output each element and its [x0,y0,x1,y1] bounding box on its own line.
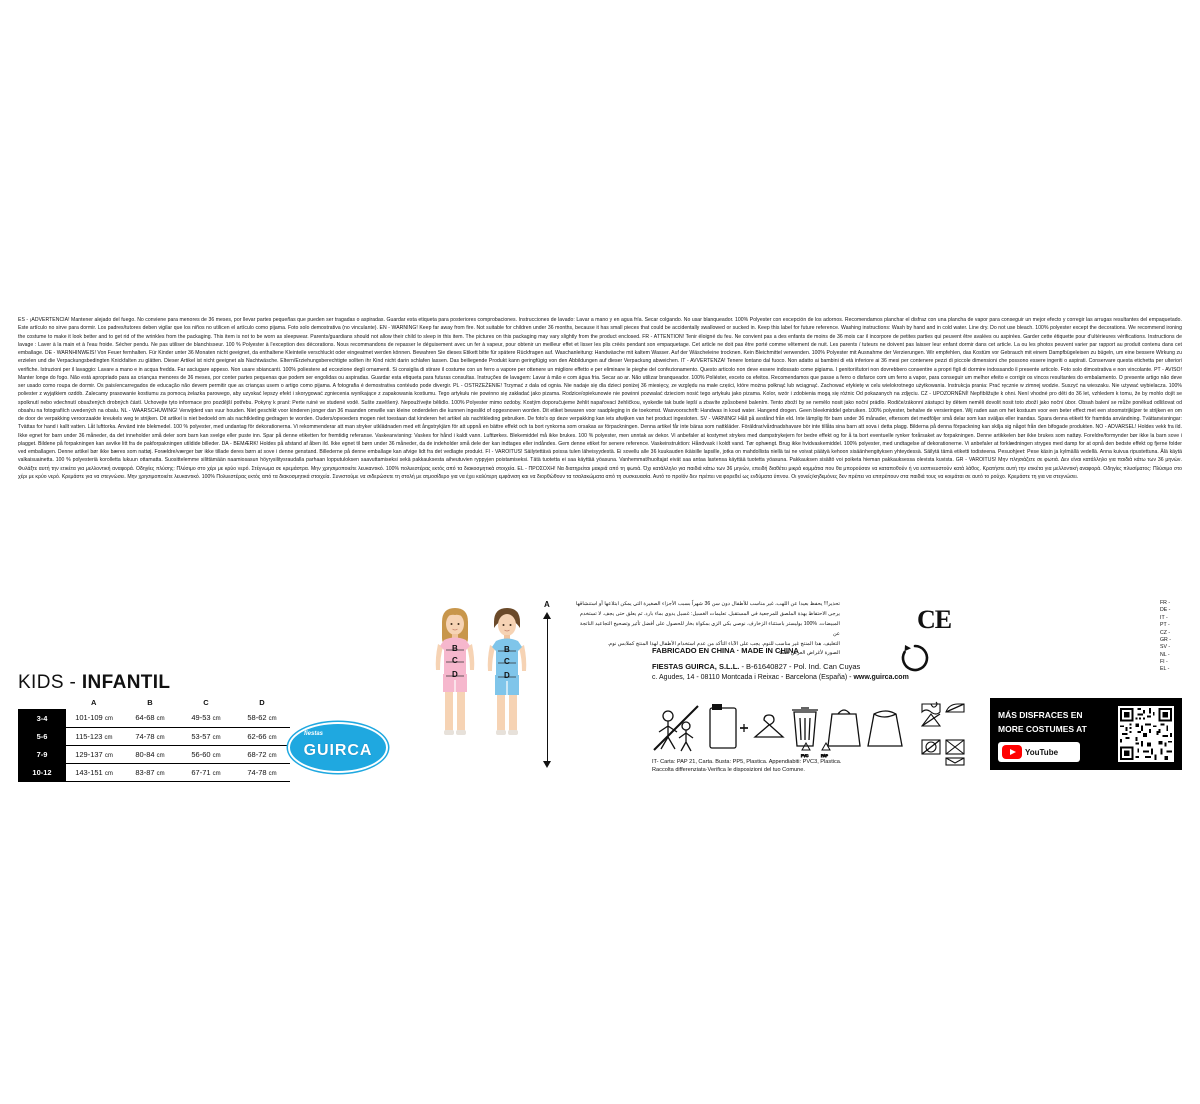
language-code: FR - [1160,600,1171,606]
size-chart-title-infantil: INFANTIL [81,672,171,693]
cell-a-value: 115-123 [75,731,103,741]
unit-cm: cm [156,734,165,741]
cell-c [178,745,234,763]
company-website-link[interactable]: www.guirca.com [853,674,909,682]
hand-wash-icon [922,702,940,714]
language-code: DE - [1160,607,1171,614]
svg-text:PAP: PAP [821,754,828,758]
cell-d-value: 62-66 [247,731,267,741]
cell-b [122,727,178,745]
legal-paragraph: ES - ¡ADVERTENCIA! Mantener alejado del fuego. No conviene para menores de 36 meses, por llevar partes pequeñas que pueden ser tragadas o aspiradas. Guardar esta etiqueta para posteriores comprobaciones. Instrucciones de lavado: Lavar a mano y en agua fría. Secar colgando. No usar blanqueador. 100% Polyester con excepción de los adornos. Recomendamos planchar el disfraz con una plancha de vapor para conseguir un mejor efecto y corregir las arrugas resultantes del empaquetado. Este artículo no sirve para dormir. Los padres/tutores deben vigilar que los niños no utilicen el artículo como pijama. Foto solo demostrativa (no vinculante). EN - WARNING! Keep far away from fire. Not suitable for children under 36 months, because it has small pieces that could be accidentally swallowed or sucked in. Keep this label for future reference. Washing instructions: Wash by hand and in cold water. Line dry. Do not use bleach. 100% polyester except the decorations. We recommend ironing the costume to make it look better and to get rid of the wrinkles from the packaging. This item is not to be worn as sleepwear. Parents/guardians should not allow their child to sleep in this item. The pictures on this packaging may vary slightly from the product enclosed. FR - ATTENTION! Tenir éloigné du feu. Ne convient pas a des enfants de moins de 36 mois car il incorpore de petites parties qui peuvent être avalées ou aspirées. Garder cette étiquette pour d'ultérieures vérifications. Instructions de lavage : Laver à la main et à l'eau froide. Sécher pendu. Ne pas utiliser de blanchisseur. 100 % Polyester à l'exception des décorations. Nous recommandons de repasser le déguisement avec un fer à vapeur, pour obtenir un meilleur effet et lisser les plis créés pendant son empaquetage. Cet article ne doit pas être porté comme vêtement de nuit. Les parents / tuteurs ne doivent pas laisser leur enfant dormir dans cet article. La ou les photos peuvent varier par rapport au produit contenu dans cet emballage. DE - WARNHINWEIS! Von Feuer fernhalten. Für Kinder unter 36 Monaten nicht geeignet, da enthaltene Kleinteile verschluckt oder eingeatmet werden können. Bewahren Sie dieses Etikett bitte für spätere Rückfragen auf. Waschanleitung: Handwäsche mit kaltem Wasser. Auf der Wäscheleine trocknen. Kein Bleichmittel verwenden. 100% Polyester mit Ausnahme der Verzierungen. Wir empfehlen, das Kostüm vor Gebrauch mit einem Dampfbügeleisen zu bügeln, um eine bessere Wirkung zu erzielen und die Verpackungsbedingten Knickfalten zu glätten. Dieser Artikel ist nicht geeignet als Nachtwäsche. Eltern/Erziehungsberechtigte sollten ihr Kind nicht darin schlafen lassen. Das beiliegende Produkt kann geringfügig von den Abbildungen auf dieser Verpackung abweichen. IT - AVVERTENZA! Tenere lontano dal fuoco. Non adatto ai bambini di età inferiore ai 36 mesi per contenere pezzi di piccole dimensioni che possono essere ingeriti o aspirati. Conservare questa etichetta per ulteriori verifiche. Istruzioni per il lavaggio: Lavare a mano e in acqua fredda. Far asciugare appeso. Non usare sbiancanti. 100% poliestere ad eccezione degli ornamenti. Si consiglia di stirare il costume con un ferro a vapore per ottenere un migliore effetto e per eliminare le pieghe del confezionamento. Questo articolo non deve essere indossato come pigiama. I genitori/tutori non dovrebbero consentire a propri figli di dormire indossando il presente articolo. Foto solo dimostrativa e non vincolante. PT - AVISO! Manter longe do fogo. Não está apropriado para as crianças menores de 36 meses, por conter partes pequenas que podem ser engolidas ou aspiradas. Guardar esta etiqueta para futuras consultas. Instruções de lavagem: Lavar à mão e com água fria. Secar ao ar. Não utilizar branqueador. 100% Poliéster, exceto os efeitos. Recomendamos que passe a ferro o disfarce com um ferro a vapor, para conseguir um melhor efeito e corrigir os vincos resultantes do embalamento. O presente artigo não deve ser usado como roupa de dormir. Os pais/encarregados de educação não devem permitir que as crianças usem o artigo como pijama. A fotografia é demostrativa contéudo pode divergir. PL - OSTRZEŻENIE! Trzymać z dala od ognia. Nie nadaje się dla dzieci poniżej 36 miesięcy, ze względu na małe części, które można połknąć lub wciągnąć. Zachować etykietę w celu wielokrotnego użytkowania. Instrukcja prania: Prać ręcznie w zimnej wodzie. Suszyć na wieszaku. Nie używać wybielacza. 100% poliester z wyjątkiem ozdób. Zalecamy prasowanie kostiumu za pomocą żelazka parowego, aby uzyskać lepszy efekt i skorygować zgniecenia wynikające z zapakowania kostiumu. Tego artykułu nie powinno się zakładać jako pizama. Rodzice/opiekunowie nie powinni pozwalać dzieciom nosić tego artykułu jako pizama. Kolor, wzór i zdobienia mogą się różnic Od pokazanych na zdjęciu. CZ - UPOZORNĚNÍ! Nepřibližujte k ohni. Není vhodné pro děti do 36 let, vzhledem k tomu, že by mohlo dojít se spolknutí nebo vdechnutí obsažených drobných částí. Uchovejte tyto informace pro pozdější potřebu. Pokyny k praní: Perte ruiné ve studené vodě. Sušte zavěšený. Nepoužívejte bělidlo. 100% Polyester mimo ozdoby. Kostým doporučujeme žehlit napařovací žehličkou, vyskedie tak bude lepší a zbavíte způsobené balením. Tento zboží by se nemělo nosit jako noční prádlo. Rodiče/zákonní zástupci by dětem neměli dovolit nosit toto zboží jako noční úbor. Obsah balení se může poněkud odlišovat od obsahu na fotografiích uvedených na obalu. NL - WAARSCHUWING! Verwijderd van vuur houden. Niet geschikt voor kinderen jonger dan 36 maanden omwille van kleine onderdelen die kunnen ingeslikt of opgesnoven worden. Dit etiket bewaren voor raadpleging in de toekomst. Wasvoorschrift: Handwas in koud water. Hangend drogen. Geen bleekmiddel gebruiken. 100% polyester, behalve de versieringen. Wij raden aan om het kostuum voor een beter effect met een stoomstrijkijzer te strijken en om de door de verpakking veroorzaakte kreukels weg te strijken. Dit artikel is niet bedoeld om als nachtkleding gedragen te worden. Ouders/opvoeders mogen niet toestaan dat kinderen het artikel als nachtkleding gebruiken. De foto's op deze verpakking kan iets afwijken van het product ingesloten. SV - VARNING! Håll på avstånd från eld. Inte lämplig för barn under 36 månader, eftersom det medföljer små delar som kan sväljas eller inandas. Spara denna etikett för framtida användning. Tvättanvisningar: Tvättas for hand i kallt vatten. Låt lufttorka. Använd inte blekmedel. 100 % polyester, med undantag för dekorationerna. Vi rekommenderar att man stryker utklädnaden med ett ångstrykjärn för att uppnå en bättre effekt och ta bort rynkorna som orsakas av förpackningen. Denna artikel får inte bäras som nattkläder. Föräldrar/vårdnadshavare bör inte tillåta sina barn att sova i detta plagg. Bilderna på denna förpackning kan skilja sig något från den bifogade produkten. NO - ADVARSEL! Holdes vekk fra ild. Ikke egnet for barn under 36 måneder, da det inneholder små deler som barn kan svelge eller puste inn. Spar på denne etiketten for fremtidig referanse. Vaskeanvisning: Vaskes for hånd i kaldt vann. Lufttørkes. Blekemiddel må ikke brukes. 100 % polyester, men unntak av dekor. Vi anbefaler at kostymet strykes med dampstrykejern for bedre effekt og for å ta bort eventuelle rynker forårsaket av forpakningen. Denne artikkelen bør ikke brukes som nattøy. Foreldre/formynder bør ikke la barn sove i plagget. Bildene på forpakningen kan avvike litt fra de pakforpakningen utildide billeder. DA - BEMÆRK! Holdes på afstand af åben ild. Ikke egnet til børn under 36 måneder, da de indeholder små dele der kan indtages eller indåndes. Gem denne etiket for senere reference. Vaskeinstruktion: Håndvask i koldt vand. Tør ophængt. Brug ikke hvidvaskemiddel. 100% polyester, med undtagelse af dekorationerne. Vi anbefaler at forklædningen stryges med damp for at opnå den bedste effekt og fjerne folder ved emballagen. Denne artikel bør ikke bæres som nattøj. Forældre/værger bør ikke tillade deres børn at sove i denne genstand. Billederne på denne emballage kan afvige lidt fra det vedlagte produkt. FI - VAROITUS! Säilytettävä poissa tulen läheisyydestä. Ei sovellu alle 36 kuukauden ikäisille lapsille, jotka on mahdollista niellä tai ne voivat päätyä kehoon sisäänhengityksen yhteydessä. Säilytä tämä etiketti todisteena. Pesuohjeet: Pese käsin ja kylmällä vedellä. Anna kuivua ripustettuna. Älä käytä valkaisuainetta. 100 % polyesteriä korolletta lukuun ottamatta. Suosittelemme silittämään naamiosasun höyrysilitysraudalla parhaan lopputuloksen saavuttamiseksi sekä pakkauksesta aiheutuvien ryppyjen poistamiseksi. Tätä tuotetta ei saa käyttää yöasuna. Vanhemmat/huoltajat eivät saa antaa lastensa käyttää tuotetta yöasuna. Pakkauksen sisältö voi poiketa hieman pakkauksessa olevista kuvista. GR - VAROITUS! Μην πλησιάζετε σε φωτιά. Δεν είναι κατάλληλο για παιδιά κάτω των 36 μηνών. Φυλάξτε αυτή την ετικέτα για μελλοντική αναφορά. Οδηγίες πλύσης: Πλύσιμο στο χέρι με κρύο νερό. Στέγνωμα σε κρεμάστρα. Μην χρησιμοποιείτε λευκαντικό. 100% πολυεστέρας εκτός από τα διακοσμητικά στοιχεία. EL - ΠΡΟΣΟΧΗ! Να διατηρείται μακριά από τη φωτιά. Όχι κατάλληλο για παιδιά κάτω των 36 μηνών, επειδή διαθέτει μικρά κομμάτια που θα μπορούσαν να καταποθούν ή να εισπνευστούν κατά λάθος. Κρατήστε αυτή την ετικέτα για μελλοντική αναφορά. Οδηγίες πλυσίματος: Πλύσιμο στο χέρι με κρύο νερό. Κρεμάστε για να στεγνώσει. Μην χρησιμοποιείτε λευκαντικό. 100% Πολυεστέρας εκτός από τα διακοσμητικά στοιχεία. Συνιστούμε να σιδερώσετε τη στολή με ατμοσίδερο για να έχει καλύτερη εμφάνιση και να διορθώθουν τα τσαλακώματα από τη συσκευασία. Αυτό το προϊόν δεν πρέπει να φορεθεί ως ενδύματα ύπνου. Οι γονείς/κηδεμόνες δεν πρέπει να επιτρέπουν στα παιδιά τους να κοιμάται σε αυτό το ρούχο. Κρεμάστε τη για να στεγνώσει. [18,317,1182,480]
company-address-text: c. Agudes, 14 - 08110 Montcada i Reixac - Barcelona (España) - [652,674,852,682]
arrow-down-icon [543,761,551,768]
guirca-logo [288,722,388,773]
size-chart-table [18,696,290,782]
unit-cm: cm [268,770,277,777]
youtube-label: YouTube [1025,747,1059,757]
do-not-dry-clean-icon [946,740,964,754]
cell-d [234,763,290,781]
unit-cm: cm [104,752,113,759]
unit-cm: cm [104,770,113,777]
boy-label-d: D [504,671,510,680]
arabic-line-2: يرجى الاحتفاظ بهذة الملصق للمرجعية في المستقبل. تعليمات الغسيل: غسيل يدوي بماء بارد. ثم يعلق حتى يجف. لا تستخدم [579,610,840,617]
cell-b-value: 64-68 [135,713,155,723]
do-not-iron-icon [946,704,964,712]
unit-cm: cm [212,752,221,759]
cell-a [66,709,123,727]
column-header-b: B [147,698,153,707]
care-symbols [920,700,966,766]
arrow-line [547,618,548,764]
bag-icon [828,710,860,746]
table-row [19,745,291,763]
cell-c-value: 49-53 [191,713,211,723]
language-code: PT - [1160,622,1170,629]
arabic-line-1: تحذير!!! يحفظ بعيدا عن اللهب، غير مناسب للأطفال دون سن 36 شهراً بسبب الأجزاء الصغيرة التي يمكن ابتلاعها أو استنشاقها [575,601,840,607]
cell-a [66,763,123,781]
unit-cm: cm [268,752,277,759]
arabic-line-4: التغليف. هذا المنتج غير مناسب للنوم. يجب على الآباء التأكد من عدم استخدام الأطفال لهذا المنتج كملابس نوم. [607,640,840,647]
youtube-play-icon [1002,745,1022,759]
language-code: EL - [1160,666,1170,673]
boy-label-c: C [504,657,510,666]
unit-cm: cm [268,734,277,741]
material-tags [801,743,830,758]
line-dry-icon [946,758,964,765]
language-code: SV - [1160,644,1171,651]
unit-cm: cm [104,716,113,723]
do-not-bleach-icon [922,714,940,726]
youtube-button[interactable] [998,742,1080,762]
column-header-d: D [259,698,265,707]
age-label: 7-9 [19,745,66,763]
cell-a-value: 129-137 [75,749,103,759]
cell-d-value: 74-78 [247,767,267,777]
cell-d-value: 68-72 [247,749,267,759]
care-and-warning-text [18,316,1182,482]
cell-b [122,763,178,781]
promo-banner[interactable] [990,698,1182,770]
packaging-disposal-text [652,758,902,775]
cell-a [66,727,123,745]
column-header-a: A [91,698,97,707]
cell-b [122,709,178,727]
unit-cm: cm [156,770,165,777]
language-code: GR - [1160,636,1171,643]
cell-b-value: 80-84 [135,749,155,759]
logo-brand-text: GUIRCA [303,742,373,759]
box-plus-hanger-icon [710,704,783,748]
unit-cm: cm [212,770,221,777]
sack-icon [868,711,902,746]
cell-c [178,727,234,745]
cell-d [234,709,290,727]
unit-cm: cm [268,716,277,723]
height-arrow [542,600,554,770]
cell-d [234,727,290,745]
figures-illustration [420,600,560,780]
unit-cm: cm [212,734,221,741]
promo-line-1: MÁS DISFRACES EN [998,710,1083,720]
measurement-figures [420,600,560,780]
age-label: 3-4 [19,709,66,727]
table-corner-cell [19,696,66,709]
language-code: NL - [1160,651,1170,658]
girl-label-b: B [452,644,458,653]
cell-c-value: 56-60 [191,749,211,759]
language-codes-column [1160,600,1194,674]
age-label: 5-6 [19,727,66,745]
cell-a-value: 143-151 [75,767,103,777]
qr-code-svg [1118,706,1174,762]
cell-d-value: 58-62 [247,713,267,723]
size-chart-title [18,672,170,694]
language-code: CZ - [1160,629,1171,636]
girl-label-c: C [452,656,458,665]
separate-collection-icon [792,708,818,746]
unit-cm: cm [104,734,113,741]
no-child-under-3-icon [654,706,698,751]
column-header-c: C [203,698,209,707]
svg-text:F8: F8 [713,705,719,711]
arabic-line-5: الصورة لأغراض العرض فقط [779,650,840,657]
boy-label-b: B [504,645,510,654]
girl-label-d: D [452,670,458,679]
language-code: IT - [1160,614,1168,621]
ce-mark: CE [917,605,952,634]
language-code: FI - [1160,659,1168,665]
cell-c [178,709,234,727]
disposal-line-2: Raccolta differenziata·Verifica le disposizioni del tuo Comune. [652,767,805,774]
company-name-text: FIESTAS GUIRCA, S.L.L. [652,661,740,671]
company-address [652,673,952,684]
cell-d [234,745,290,763]
recycle-icon [900,643,930,673]
cell-a-value: 101-109 [75,713,103,723]
cell-c [178,763,234,781]
pictogram-row [652,700,912,758]
company-vat: - B-61640827 - Pol. Ind. Can Cuyas [741,661,861,671]
table-row [19,709,291,727]
table-row [19,727,291,745]
unit-cm: cm [212,716,221,723]
qr-code[interactable] [1118,706,1174,762]
height-label-a: A [544,600,550,609]
table-header-row [19,696,291,709]
cell-b-value: 83-87 [135,767,155,777]
size-chart-title-kids: KIDS - [18,672,82,693]
unit-cm: cm [156,752,165,759]
cell-b [122,745,178,763]
disposal-line-1: IT- Carta: PAP 21, Carta. Busta: PP5, Plastica. Appendiabiti: PVC3, Plastica. [652,759,842,765]
cell-b-value: 74-78 [135,731,155,741]
cell-c-value: 67-71 [191,767,211,777]
svg-text:PVC: PVC [801,754,809,758]
table-row [19,763,291,781]
cell-a [66,745,123,763]
do-not-tumble-dry-icon [922,740,940,754]
made-in-line: FABRICADO EN CHINA · MADE IN CHINA [652,646,799,655]
arabic-line-3: المبيضات. %100 بوليستر باستثناء الزخارف. نوصي بكي الزي بمكواة بخار للحصول على أفضل تأثير وتصحيح التجاعيد الناتجة عن [579,620,840,637]
promo-line-2: MORE COSTUMES AT [998,724,1087,734]
age-label: 10-12 [19,763,66,781]
cell-c-value: 53-57 [191,731,211,741]
unit-cm: cm [156,716,165,723]
logo-fiestas-text: fiestas [304,731,324,737]
packaging-pictograms [652,700,912,760]
